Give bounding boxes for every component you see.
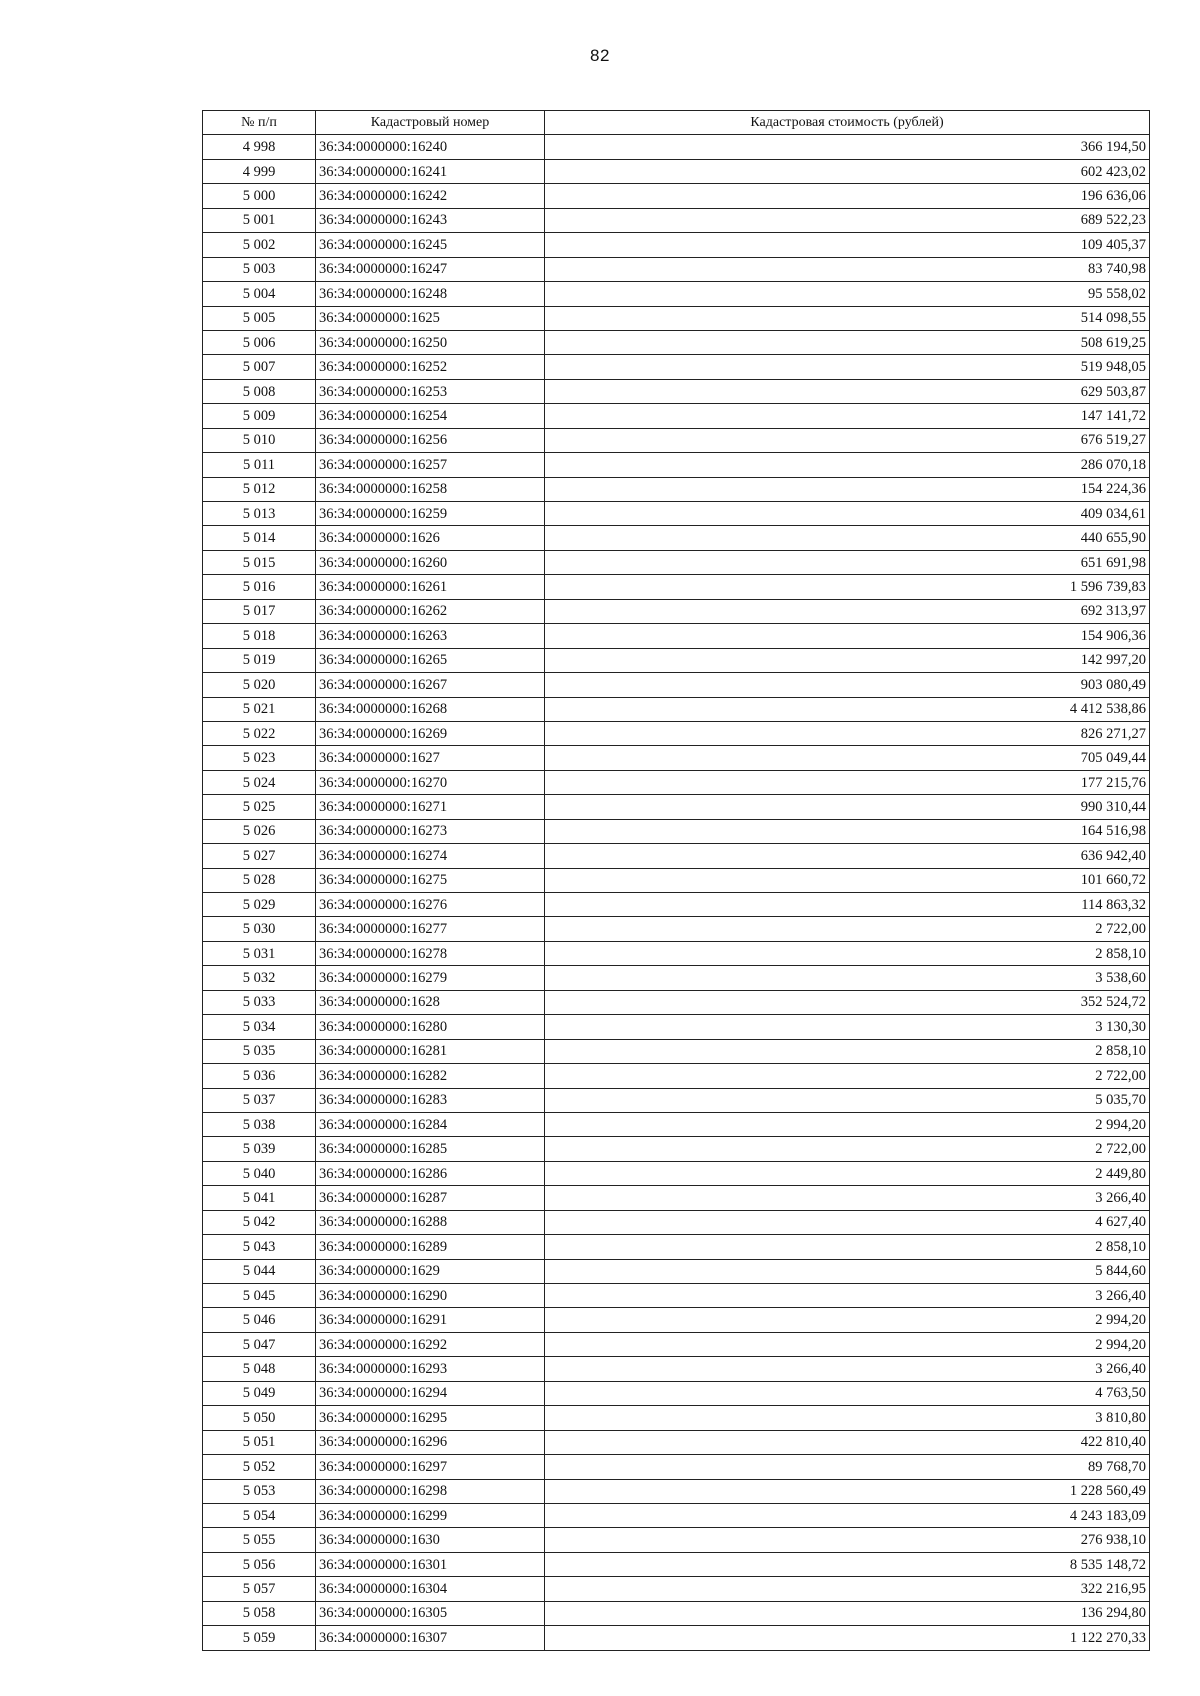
cadastral-value-cell: 705 049,44: [545, 746, 1150, 770]
cadastral-value-cell: 4 243 183,09: [545, 1503, 1150, 1527]
cadastral-value-cell: 4 763,50: [545, 1381, 1150, 1405]
row-number-cell: 5 019: [203, 648, 316, 672]
cadastral-number-cell: 36:34:0000000:1626: [316, 526, 545, 550]
row-number-cell: 5 037: [203, 1088, 316, 1112]
cadastral-value-cell: 692 313,97: [545, 599, 1150, 623]
cadastral-number-cell: 36:34:0000000:16279: [316, 966, 545, 990]
cadastral-value-cell: 136 294,80: [545, 1601, 1150, 1625]
row-number-cell: 5 047: [203, 1332, 316, 1356]
table-row: [203, 770, 1150, 794]
row-number-cell: 5 052: [203, 1455, 316, 1479]
row-number-cell: 5 030: [203, 917, 316, 941]
cadastral-number-cell: 36:34:0000000:16296: [316, 1430, 545, 1454]
cadastral-number-cell: 36:34:0000000:16267: [316, 673, 545, 697]
table-row: [203, 599, 1150, 623]
row-number-cell: 5 003: [203, 257, 316, 281]
cadastral-value-cell: 3 266,40: [545, 1357, 1150, 1381]
table-row: [203, 1455, 1150, 1479]
cadastral-value-cell: 322 216,95: [545, 1577, 1150, 1601]
table-row: [203, 1601, 1150, 1625]
table-row: [203, 1186, 1150, 1210]
cadastral-number-cell: 36:34:0000000:16277: [316, 917, 545, 941]
table-row: [203, 917, 1150, 941]
cadastral-number-cell: 36:34:0000000:16287: [316, 1186, 545, 1210]
cadastral-value-cell: 164 516,98: [545, 819, 1150, 843]
cadastral-value-cell: 83 740,98: [545, 257, 1150, 281]
cadastral-number-cell: 36:34:0000000:16270: [316, 770, 545, 794]
row-number-cell: 5 027: [203, 844, 316, 868]
cadastral-number-cell: 36:34:0000000:16265: [316, 648, 545, 672]
row-number-cell: 5 017: [203, 599, 316, 623]
cadastral-number-cell: 36:34:0000000:16293: [316, 1357, 545, 1381]
cadastral-value-cell: 3 266,40: [545, 1284, 1150, 1308]
cadastral-value-cell: 602 423,02: [545, 159, 1150, 183]
cadastral-number-cell: 36:34:0000000:16289: [316, 1235, 545, 1259]
cadastral-number-cell: 36:34:0000000:16307: [316, 1626, 545, 1650]
cadastral-number-cell: 36:34:0000000:16242: [316, 184, 545, 208]
row-number-cell: 5 059: [203, 1626, 316, 1650]
row-number-cell: 5 006: [203, 330, 316, 354]
table-row: [203, 893, 1150, 917]
cadastral-value-cell: 2 722,00: [545, 1137, 1150, 1161]
cadastral-value-cell: 154 906,36: [545, 624, 1150, 648]
cadastral-number-cell: 36:34:0000000:16275: [316, 868, 545, 892]
cadastral-value-cell: 409 034,61: [545, 502, 1150, 526]
cadastral-number-cell: 36:34:0000000:16273: [316, 819, 545, 843]
table-row: [203, 1259, 1150, 1283]
table-row: [203, 404, 1150, 428]
cadastral-number-cell: 36:34:0000000:16301: [316, 1552, 545, 1576]
cadastral-number-cell: 36:34:0000000:16256: [316, 428, 545, 452]
cadastral-value-cell: 276 938,10: [545, 1528, 1150, 1552]
row-number-cell: 5 036: [203, 1064, 316, 1088]
table-row: [203, 868, 1150, 892]
cadastral-value-cell: 2 858,10: [545, 941, 1150, 965]
row-number-cell: 4 998: [203, 135, 316, 159]
table-row: [203, 1308, 1150, 1332]
row-number-cell: 5 053: [203, 1479, 316, 1503]
table-row: [203, 746, 1150, 770]
table-row: [203, 966, 1150, 990]
cadastral-value-cell: 4 627,40: [545, 1210, 1150, 1234]
table-row: [203, 1064, 1150, 1088]
cadastral-value-cell: 101 660,72: [545, 868, 1150, 892]
row-number-cell: 5 026: [203, 819, 316, 843]
table-row: [203, 135, 1150, 159]
row-number-cell: 5 054: [203, 1503, 316, 1527]
table-row: [203, 990, 1150, 1014]
cadastral-value-cell: 196 636,06: [545, 184, 1150, 208]
cadastral-number-cell: 36:34:0000000:16286: [316, 1161, 545, 1185]
cadastral-value-cell: 5 844,60: [545, 1259, 1150, 1283]
row-number-cell: 5 002: [203, 233, 316, 257]
row-number-cell: 5 044: [203, 1259, 316, 1283]
cadastral-number-cell: 36:34:0000000:16271: [316, 795, 545, 819]
row-number-cell: 5 050: [203, 1406, 316, 1430]
cadastral-value-cell: 366 194,50: [545, 135, 1150, 159]
row-number-cell: 5 035: [203, 1039, 316, 1063]
cadastral-value-cell: 5 035,70: [545, 1088, 1150, 1112]
cadastral-number-cell: 36:34:0000000:16291: [316, 1308, 545, 1332]
cadastral-number-cell: 36:34:0000000:16241: [316, 159, 545, 183]
table-row: [203, 453, 1150, 477]
row-number-cell: 5 022: [203, 721, 316, 745]
table-row: [203, 673, 1150, 697]
cadastral-value-cell: 2 994,20: [545, 1112, 1150, 1136]
cadastral-value-cell: 826 271,27: [545, 721, 1150, 745]
row-number-cell: 5 011: [203, 453, 316, 477]
row-number-cell: 5 018: [203, 624, 316, 648]
header-cadastral-value: Кадастровая стоимость (рублей): [545, 111, 1150, 135]
cadastral-number-cell: 36:34:0000000:16285: [316, 1137, 545, 1161]
cadastral-value-cell: 352 524,72: [545, 990, 1150, 1014]
cadastral-value-cell: 2 722,00: [545, 1064, 1150, 1088]
cadastral-value-cell: 1 122 270,33: [545, 1626, 1150, 1650]
row-number-cell: 5 038: [203, 1112, 316, 1136]
cadastral-value-cell: 422 810,40: [545, 1430, 1150, 1454]
row-number-cell: 5 031: [203, 941, 316, 965]
cadastral-number-cell: 36:34:0000000:16298: [316, 1479, 545, 1503]
cadastral-number-cell: 36:34:0000000:16269: [316, 721, 545, 745]
table-row: [203, 355, 1150, 379]
row-number-cell: 5 042: [203, 1210, 316, 1234]
row-number-cell: 5 012: [203, 477, 316, 501]
cadastral-value-cell: 114 863,32: [545, 893, 1150, 917]
cadastral-number-cell: 36:34:0000000:16278: [316, 941, 545, 965]
cadastral-value-cell: 990 310,44: [545, 795, 1150, 819]
table-row: [203, 648, 1150, 672]
table-row: [203, 1332, 1150, 1356]
cadastral-number-cell: 36:34:0000000:16304: [316, 1577, 545, 1601]
table-row: [203, 941, 1150, 965]
table-row: [203, 1406, 1150, 1430]
table-row: [203, 1381, 1150, 1405]
row-number-cell: 5 016: [203, 575, 316, 599]
table-row: [203, 379, 1150, 403]
row-number-cell: 5 020: [203, 673, 316, 697]
cadastral-number-cell: 36:34:0000000:16262: [316, 599, 545, 623]
table-row: [203, 1430, 1150, 1454]
table-row: [203, 1577, 1150, 1601]
table-row: [203, 844, 1150, 868]
row-number-cell: 5 045: [203, 1284, 316, 1308]
table-body: [203, 135, 1150, 1650]
table-row: [203, 1235, 1150, 1259]
table-row: [203, 428, 1150, 452]
cadastral-value-cell: 142 997,20: [545, 648, 1150, 672]
table-row: [203, 1112, 1150, 1136]
table-row: [203, 1528, 1150, 1552]
cadastral-number-cell: 36:34:0000000:16281: [316, 1039, 545, 1063]
cadastral-value-cell: 2 449,80: [545, 1161, 1150, 1185]
row-number-cell: 5 010: [203, 428, 316, 452]
cadastral-value-cell: 154 224,36: [545, 477, 1150, 501]
cadastral-value-cell: 8 535 148,72: [545, 1552, 1150, 1576]
cadastral-number-cell: 36:34:0000000:16245: [316, 233, 545, 257]
cadastral-number-cell: 36:34:0000000:16297: [316, 1455, 545, 1479]
cadastral-number-cell: 36:34:0000000:16260: [316, 550, 545, 574]
row-number-cell: 5 005: [203, 306, 316, 330]
row-number-cell: 5 048: [203, 1357, 316, 1381]
cadastral-number-cell: 36:34:0000000:16263: [316, 624, 545, 648]
page-number: 82: [590, 46, 610, 65]
cadastral-value-cell: 2 722,00: [545, 917, 1150, 941]
cadastral-number-cell: 36:34:0000000:16247: [316, 257, 545, 281]
table-row: [203, 282, 1150, 306]
header-cadastral-number: Кадастровый номер: [316, 111, 545, 135]
cadastral-value-cell: 651 691,98: [545, 550, 1150, 574]
cadastral-value-cell: 286 070,18: [545, 453, 1150, 477]
cadastral-value-cell: 1 228 560,49: [545, 1479, 1150, 1503]
cadastral-value-cell: 2 858,10: [545, 1235, 1150, 1259]
cadastral-number-cell: 36:34:0000000:16276: [316, 893, 545, 917]
header-row-number: № п/п: [203, 111, 316, 135]
row-number-cell: 5 029: [203, 893, 316, 917]
table-row: [203, 526, 1150, 550]
cadastral-value-cell: 1 596 739,83: [545, 575, 1150, 599]
row-number-cell: 5 049: [203, 1381, 316, 1405]
cadastral-number-cell: 36:34:0000000:16283: [316, 1088, 545, 1112]
cadastral-number-cell: 36:34:0000000:16258: [316, 477, 545, 501]
table-row: [203, 502, 1150, 526]
table-row: [203, 159, 1150, 183]
row-number-cell: 5 023: [203, 746, 316, 770]
cadastral-value-cell: 95 558,02: [545, 282, 1150, 306]
table-row: [203, 1503, 1150, 1527]
row-number-cell: 5 001: [203, 208, 316, 232]
cadastral-number-cell: 36:34:0000000:16288: [316, 1210, 545, 1234]
table-row: [203, 306, 1150, 330]
table-row: [203, 795, 1150, 819]
row-number-cell: 5 015: [203, 550, 316, 574]
cadastral-number-cell: 36:34:0000000:16274: [316, 844, 545, 868]
row-number-cell: 5 051: [203, 1430, 316, 1454]
cadastral-value-cell: 689 522,23: [545, 208, 1150, 232]
cadastral-value-cell: 3 130,30: [545, 1015, 1150, 1039]
cadastral-value-cell: 440 655,90: [545, 526, 1150, 550]
row-number-cell: 5 025: [203, 795, 316, 819]
table-row: [203, 330, 1150, 354]
row-number-cell: 5 013: [203, 502, 316, 526]
table-row: [203, 477, 1150, 501]
cadastral-number-cell: 36:34:0000000:16253: [316, 379, 545, 403]
cadastral-value-cell: 508 619,25: [545, 330, 1150, 354]
cadastral-value-cell: 3 538,60: [545, 966, 1150, 990]
row-number-cell: 5 039: [203, 1137, 316, 1161]
table-row: [203, 257, 1150, 281]
cadastral-number-cell: 36:34:0000000:16280: [316, 1015, 545, 1039]
cadastral-number-cell: 36:34:0000000:16294: [316, 1381, 545, 1405]
cadastral-value-cell: 519 948,05: [545, 355, 1150, 379]
cadastral-number-cell: 36:34:0000000:16292: [316, 1332, 545, 1356]
cadastral-value-table: [202, 110, 1150, 1651]
cadastral-number-cell: 36:34:0000000:16259: [316, 502, 545, 526]
cadastral-number-cell: 36:34:0000000:1629: [316, 1259, 545, 1283]
cadastral-number-cell: 36:34:0000000:16257: [316, 453, 545, 477]
table-row: [203, 1088, 1150, 1112]
cadastral-number-cell: 36:34:0000000:16250: [316, 330, 545, 354]
table-row: [203, 1626, 1150, 1650]
row-number-cell: 5 058: [203, 1601, 316, 1625]
row-number-cell: 5 033: [203, 990, 316, 1014]
table-row: [203, 624, 1150, 648]
cadastral-value-cell: 903 080,49: [545, 673, 1150, 697]
table-row: [203, 208, 1150, 232]
table-row: [203, 1284, 1150, 1308]
row-number-cell: 5 021: [203, 697, 316, 721]
cadastral-value-cell: 89 768,70: [545, 1455, 1150, 1479]
row-number-cell: 4 999: [203, 159, 316, 183]
row-number-cell: 5 046: [203, 1308, 316, 1332]
table-row: [203, 1210, 1150, 1234]
cadastral-number-cell: 36:34:0000000:16254: [316, 404, 545, 428]
row-number-cell: 5 057: [203, 1577, 316, 1601]
table-row: [203, 1015, 1150, 1039]
row-number-cell: 5 009: [203, 404, 316, 428]
cadastral-value-cell: 629 503,87: [545, 379, 1150, 403]
cadastral-value-cell: 676 519,27: [545, 428, 1150, 452]
row-number-cell: 5 007: [203, 355, 316, 379]
row-number-cell: 5 043: [203, 1235, 316, 1259]
table-row: [203, 721, 1150, 745]
cadastral-number-cell: 36:34:0000000:16299: [316, 1503, 545, 1527]
table-row: [203, 1137, 1150, 1161]
cadastral-number-cell: 36:34:0000000:16261: [316, 575, 545, 599]
table-row: [203, 1039, 1150, 1063]
row-number-cell: 5 014: [203, 526, 316, 550]
table-row: [203, 819, 1150, 843]
table-row: [203, 1552, 1150, 1576]
table-row: [203, 550, 1150, 574]
cadastral-value-cell: 147 141,72: [545, 404, 1150, 428]
cadastral-number-cell: 36:34:0000000:16290: [316, 1284, 545, 1308]
cadastral-number-cell: 36:34:0000000:1630: [316, 1528, 545, 1552]
table-row: [203, 184, 1150, 208]
table-row: [203, 233, 1150, 257]
cadastral-value-cell: 636 942,40: [545, 844, 1150, 868]
cadastral-number-cell: 36:34:0000000:16248: [316, 282, 545, 306]
cadastral-number-cell: 36:34:0000000:16240: [316, 135, 545, 159]
cadastral-number-cell: 36:34:0000000:16252: [316, 355, 545, 379]
cadastral-value-cell: 3 266,40: [545, 1186, 1150, 1210]
cadastral-number-cell: 36:34:0000000:1625: [316, 306, 545, 330]
cadastral-value-cell: 3 810,80: [545, 1406, 1150, 1430]
row-number-cell: 5 028: [203, 868, 316, 892]
table-row: [203, 1357, 1150, 1381]
table-row: [203, 575, 1150, 599]
cadastral-value-cell: 109 405,37: [545, 233, 1150, 257]
row-number-cell: 5 024: [203, 770, 316, 794]
cadastral-value-cell: 514 098,55: [545, 306, 1150, 330]
cadastral-value-cell: 4 412 538,86: [545, 697, 1150, 721]
row-number-cell: 5 056: [203, 1552, 316, 1576]
cadastral-number-cell: 36:34:0000000:16295: [316, 1406, 545, 1430]
table-header-row: [203, 111, 1150, 135]
row-number-cell: 5 041: [203, 1186, 316, 1210]
row-number-cell: 5 000: [203, 184, 316, 208]
cadastral-number-cell: 36:34:0000000:16282: [316, 1064, 545, 1088]
cadastral-value-cell: 2 858,10: [545, 1039, 1150, 1063]
cadastral-number-cell: 36:34:0000000:1628: [316, 990, 545, 1014]
cadastral-value-cell: 177 215,76: [545, 770, 1150, 794]
table-row: [203, 1161, 1150, 1185]
cadastral-number-cell: 36:34:0000000:1627: [316, 746, 545, 770]
cadastral-value-cell: 2 994,20: [545, 1332, 1150, 1356]
table-row: [203, 697, 1150, 721]
row-number-cell: 5 055: [203, 1528, 316, 1552]
row-number-cell: 5 008: [203, 379, 316, 403]
cadastral-value-cell: 2 994,20: [545, 1308, 1150, 1332]
row-number-cell: 5 040: [203, 1161, 316, 1185]
row-number-cell: 5 032: [203, 966, 316, 990]
table-row: [203, 1479, 1150, 1503]
row-number-cell: 5 034: [203, 1015, 316, 1039]
row-number-cell: 5 004: [203, 282, 316, 306]
cadastral-number-cell: 36:34:0000000:16243: [316, 208, 545, 232]
cadastral-number-cell: 36:34:0000000:16268: [316, 697, 545, 721]
cadastral-number-cell: 36:34:0000000:16284: [316, 1112, 545, 1136]
cadastral-number-cell: 36:34:0000000:16305: [316, 1601, 545, 1625]
